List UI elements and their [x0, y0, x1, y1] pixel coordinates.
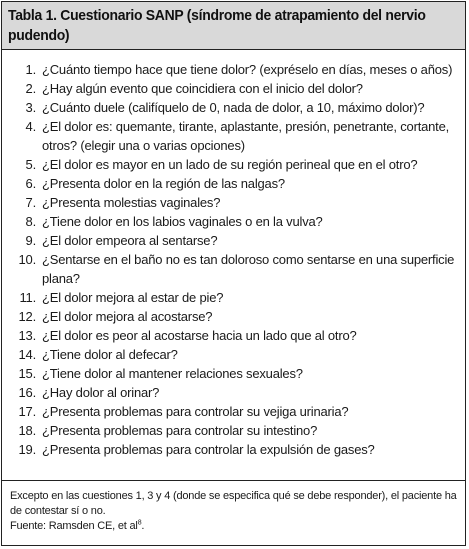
question-text: ¿Presenta dolor en la región de las nalgas? — [42, 176, 285, 191]
question-number: 5. — [25, 157, 36, 172]
question-item — [2, 421, 465, 440]
question-item — [2, 440, 465, 459]
question-text: ¿Presenta problemas para controlar su vejiga urinaria? — [42, 404, 349, 419]
question-number: 3. — [25, 100, 36, 115]
question-number: 14. — [18, 347, 36, 362]
question-item — [2, 250, 465, 288]
question-item — [2, 231, 465, 250]
question-number: 9. — [25, 233, 36, 248]
question-number: 4. — [25, 119, 36, 134]
question-text: ¿Hay algún evento que coincidiera con el inicio del dolor? — [42, 81, 363, 96]
question-text: ¿El dolor mejora al estar de pie? — [42, 290, 224, 305]
question-list — [2, 50, 465, 481]
question-number: 12. — [18, 309, 36, 324]
question-item — [2, 79, 465, 98]
question-text: ¿Tiene dolor al mantener relaciones sexuales? — [42, 366, 303, 381]
question-item — [2, 345, 465, 364]
question-item — [2, 364, 465, 383]
question-item — [2, 193, 465, 212]
question-item — [2, 60, 465, 79]
question-text: ¿Cuánto duele (califíquelo de 0, nada de dolor, a 10, máximo dolor)? — [42, 100, 425, 115]
question-text: ¿El dolor mejora al acostarse? — [42, 309, 213, 324]
question-number: 8. — [25, 214, 36, 229]
question-text: ¿Hay dolor al orinar? — [42, 385, 160, 400]
footnote-source-ref: 8 — [137, 519, 142, 527]
question-item — [2, 383, 465, 402]
question-number: 18. — [18, 423, 36, 438]
footnote-source-text: Fuente: Ramsden CE, et al — [10, 520, 138, 532]
question-text: ¿El dolor empeora al sentarse? — [42, 233, 218, 248]
footnote-source — [10, 519, 457, 534]
table-title: Tabla 1. Cuestionario SANP (síndrome de atrapamiento del nervio pudendo) — [8, 7, 426, 44]
question-number: 17. — [18, 404, 36, 419]
table-title-bar — [2, 2, 465, 50]
question-item — [2, 402, 465, 421]
footnote-note: Excepto en las cuestiones 1, 3 y 4 (donde se especifica qué se debe responder), el paciente ha de contestar sí o no. — [10, 490, 457, 517]
question-text: ¿El dolor es mayor en un lado de su región perineal que en el otro? — [42, 157, 418, 172]
question-number: 7. — [25, 195, 36, 210]
question-item — [2, 212, 465, 231]
question-number: 10. — [18, 252, 36, 267]
question-text: ¿Tiene dolor al defecar? — [42, 347, 178, 362]
question-number: 1. — [25, 62, 36, 77]
question-text: ¿Cuánto tiempo hace que tiene dolor? (expréselo en días, meses o años) — [42, 62, 453, 77]
question-item — [2, 307, 465, 326]
question-number: 16. — [18, 385, 36, 400]
table-footnote — [2, 481, 465, 534]
question-number: 15. — [18, 366, 36, 381]
question-item — [2, 98, 465, 117]
question-text: ¿Presenta molestias vaginales? — [42, 195, 221, 210]
question-text: ¿Sentarse en el baño no es tan doloroso como sentarse en una superficie plana? — [42, 252, 455, 286]
question-item — [2, 174, 465, 193]
question-text: ¿Presenta problemas para controlar la expulsión de gases? — [42, 442, 375, 457]
question-text: ¿El dolor es peor al acostarse hacia un lado que al otro? — [42, 328, 357, 343]
question-item — [2, 326, 465, 345]
question-number: 6. — [25, 176, 36, 191]
question-item — [2, 288, 465, 307]
question-text: ¿Presenta problemas para controlar su intestino? — [42, 423, 318, 438]
question-number: 13. — [18, 328, 36, 343]
question-text: ¿El dolor es: quemante, tirante, aplastante, presión, penetrante, cortante, otros? (elegir una o varias opciones) — [42, 119, 450, 153]
question-item — [2, 155, 465, 174]
questionnaire-table — [1, 1, 466, 546]
question-number: 11. — [19, 290, 36, 305]
footnote-source-end: . — [141, 520, 145, 532]
question-item — [2, 117, 465, 155]
question-number: 2. — [25, 81, 36, 96]
question-text: ¿Tiene dolor en los labios vaginales o en la vulva? — [42, 214, 323, 229]
question-number: 19. — [18, 442, 36, 457]
